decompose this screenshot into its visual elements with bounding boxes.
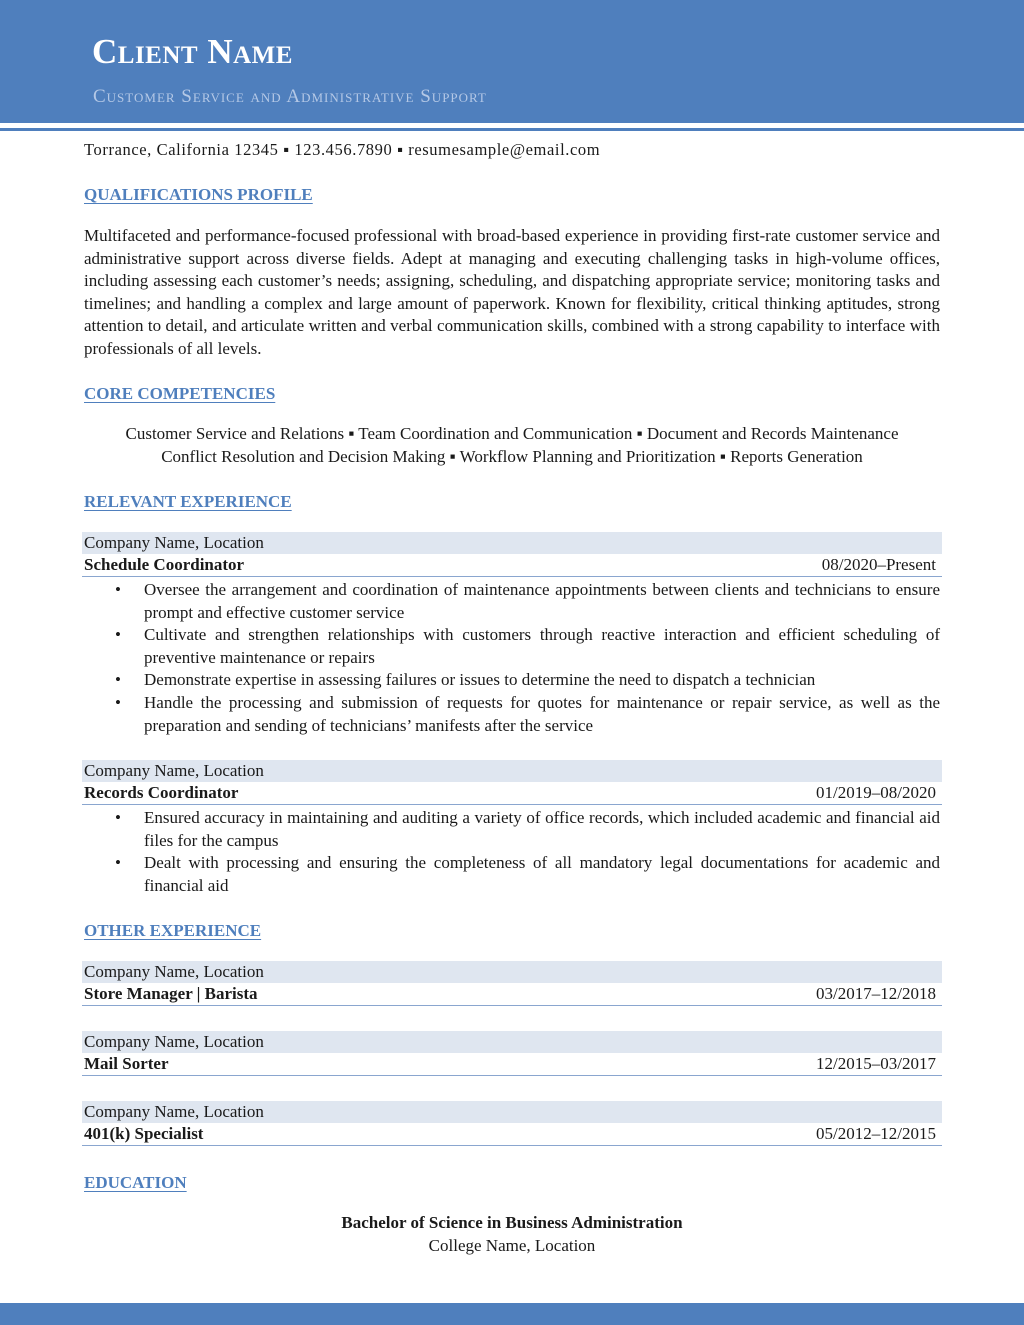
company-location: Company Name, Location: [82, 1101, 942, 1123]
job-dates: 12/2015–03/2017: [816, 1054, 936, 1073]
competencies-line: Customer Service and Relations ▪ Team Coordination and Communication ▪ Document and Records Maintenance: [125, 424, 899, 443]
job-bullets: [115, 807, 940, 897]
bullet-icon: •: [115, 853, 121, 873]
bullet-icon: •: [115, 808, 121, 827]
section-title-other-experience: OTHER EXPERIENCE: [84, 921, 262, 940]
client-name: Client Name: [92, 32, 293, 71]
company-location: Company Name, Location: [82, 961, 942, 983]
list-item: • Demonstrate expertise in assessing failures or issues to determine the need to dispatch a technician: [144, 669, 940, 692]
list-item: • Handle the processing and submission of requests for quotes for maintenance or repair service, as well as the preparation and sending of technicians’ manifests after the service: [115, 692, 940, 735]
job-dates: 01/2019–08/2020: [816, 783, 936, 802]
job-bullets: [115, 579, 940, 737]
job-entry-records-coordinator: [82, 760, 942, 805]
section-title-education: EDUCATION: [84, 1173, 187, 1192]
job-subtitle: Customer Service and Administrative Support: [93, 86, 487, 107]
job-title: Store Manager | Barista: [84, 984, 258, 1003]
bullet-icon: •: [115, 670, 121, 690]
job-title: 401(k) Specialist: [84, 1124, 204, 1143]
list-item: • Oversee the arrangement and coordination of maintenance appointments between clients and technicians to ensure prompt and effective customer service: [115, 580, 940, 622]
competencies-line: Conflict Resolution and Decision Making ▪ Workflow Planning and Prioritization ▪ Reports Generation: [161, 447, 863, 466]
section-title-relevant-experience: RELEVANT EXPERIENCE: [84, 492, 292, 511]
job-dates: 03/2017–12/2018: [816, 984, 936, 1003]
list-item: • Dealt with processing and ensuring the completeness of all mandatory legal documentations for academic and financial aid: [115, 853, 940, 895]
contact-line: Torrance, California 12345 ▪ 123.456.7890 ▪ resumesample@email.com: [84, 140, 601, 159]
bullet-icon: •: [115, 692, 121, 712]
header-banner: [0, 0, 1024, 123]
job-title-row: [82, 782, 942, 805]
job-title: Schedule Coordinator: [84, 555, 245, 574]
job-title-row: [82, 1123, 942, 1146]
company-location: Company Name, Location: [82, 760, 942, 782]
bullet-icon: •: [115, 625, 121, 645]
job-title-row: [82, 1053, 942, 1076]
job-title: Records Coordinator: [84, 783, 239, 802]
education-school: College Name, Location: [428, 1236, 596, 1255]
job-entry-store-manager: [82, 961, 942, 1006]
footer-band: [0, 1303, 1024, 1325]
header-divider: [0, 128, 1024, 131]
education-degree: Bachelor of Science in Business Administration: [341, 1213, 683, 1232]
list-item: • Ensured accuracy in maintaining and auditing a variety of office records, which included academic and financial aid files for the campus: [115, 808, 940, 850]
job-title-row: [82, 983, 942, 1006]
job-entry-401k-specialist: [82, 1101, 942, 1146]
section-title-competencies: CORE COMPETENCIES: [84, 384, 276, 403]
job-entry-schedule-coordinator: [82, 532, 942, 577]
job-dates: 05/2012–12/2015: [816, 1124, 936, 1143]
bullet-icon: •: [115, 580, 121, 599]
company-location: Company Name, Location: [82, 1031, 942, 1053]
job-dates: 08/2020–Present: [821, 555, 936, 574]
job-title: Mail Sorter: [84, 1054, 169, 1073]
company-location: Company Name, Location: [82, 532, 942, 554]
job-title-row: [82, 554, 942, 577]
profile-paragraph: Multifaceted and performance-focused professional with broad-based experience in providing first-rate customer service and administrative support across diverse fields. Adept at managing and executing challenging tasks in high-volume offices, including assessing each customer’s needs; assigning, scheduling, and dispatching appropriate service; monitoring tasks and timelines; and handling a complex and large amount of paperwork. Known for flexibility, critical thinking aptitudes, strong attention to detail, and articulate written and verbal communication skills, combined with a strong capability to interface with professionals of all levels.: [84, 226, 940, 358]
section-title-qualifications: QUALIFICATIONS PROFILE: [84, 185, 313, 204]
list-item: • Cultivate and strengthen relationships with customers through reactive interaction and efficient scheduling of preventive maintenance or repairs: [115, 625, 940, 667]
job-entry-mail-sorter: [82, 1031, 942, 1076]
